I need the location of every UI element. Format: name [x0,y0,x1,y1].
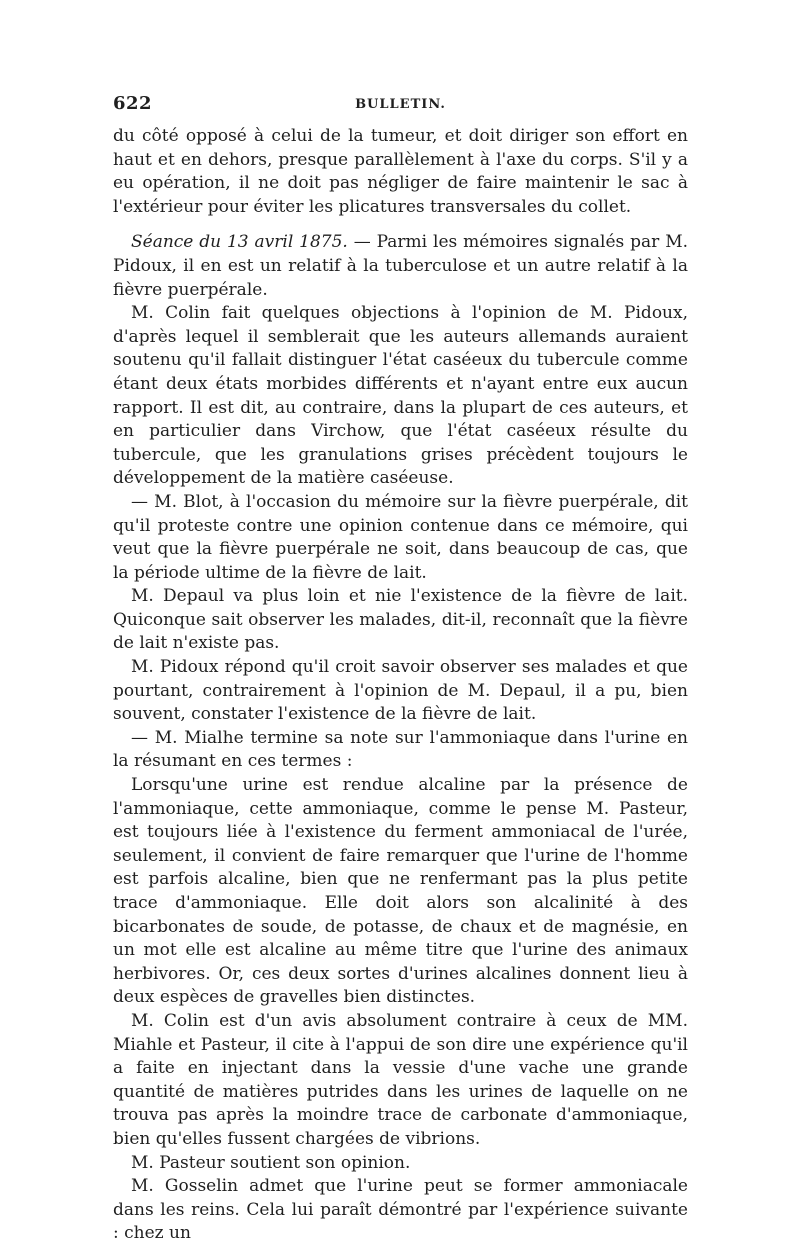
page-header [113,93,688,119]
paragraph-depaul: M. Depaul va plus loin et nie l'existence de la fièvre de lait. Quiconque sait observer les malades, dit-il, reconnaît que la fièvre de lait n'existe pas. [113,586,688,654]
document-page [113,93,688,1246]
paragraph-mialhe: — M. Mialhe termine sa note sur l'ammoniaque dans l'urine en la résumant en ces termes : [113,727,688,772]
session-dash: — [347,232,377,253]
running-title: BULLETIN. [355,97,446,112]
paragraph-colin-tuberculosis: M. Colin fait quelques objections à l'opinion de M. Pidoux, d'après lequel il semblerait que les auteurs allemands auraient soutenu qu'il fallait distinguer l'état caséeux du tubercule comme étant deux états morbides différents et n'ayant entre eux aucun rapport. Il est dit, au contraire, dans la plupart de ces auteurs, et en particulier dans Virchow, que l'état caséeux résulte du tubercule, que les granulations grises précèdent toujours le développement de la matière caséeuse. [113,303,688,489]
page-number: 622 [113,93,153,114]
session-opening-text: Parmi les mémoires signalés par M. Pidoux, il en est un relatif à la tuberculose et un autre relatif à la fièvre puerpérale. [113,232,689,300]
paragraph-urine-summary: Lorsqu'une urine est rendue alcaline par la présence de l'ammoniaque, cette ammoniaque, comme le pense M. Pasteur, est toujours liée à l'existence du ferment ammoniacal de l'urée, seulement, il convient de faire remarquer que l'urine de l'homme est parfois alcaline, bien que ne renfermant pas la plus petite trace d'ammoniaque. Elle doit alors son alcalinité à des bicarbonates de soude, de potasse, de chaux et de magnésie, en un mot elle est alcaline au même titre que l'urine des animaux herbivores. Or, ces deux sortes d'urines alcalines donnent lieu à deux espèces de gravelles bien distinctes. [113,775,688,1008]
paragraph-session-opening [113,231,688,302]
paragraph-pidoux-reply: M. Pidoux répond qu'il croit savoir observer ses malades et que pourtant, contrairement à l'opinion de M. Depaul, il a pu, bien souvent, constater l'existence de la fièvre de lait. [113,657,688,725]
session-date-label: Séance du 13 avril 1875. [131,232,348,253]
paragraph-blot: — M. Blot, à l'occasion du mémoire sur la fièvre puerpérale, dit qu'il proteste contre une opinion contenue dans ce mémoire, qui veut que la fièvre puerpérale ne soit, dans beaucoup de cas, que la période ultime de la fièvre de lait. [113,491,688,583]
body-text [113,125,688,1246]
paragraph-continuation: du côté opposé à celui de la tumeur, et doit diriger son effort en haut et en dehors, presque parallèlement à l'axe du corps. S'il y a eu opération, il ne doit pas négliger de faire maintenir le sac à l'extérieur pour éviter les plicatures transversales du collet. [113,126,688,217]
paragraph-pasteur: M. Pasteur soutient son opinion. [131,1152,411,1173]
paragraph-gosselin: M. Gosselin admet que l'urine peut se former ammoniacale dans les reins. Cela lui paraît démontré par l'expérience suivante : chez un [113,1176,688,1244]
paragraph-colin-urine: M. Colin est d'un avis absolument contraire à ceux de MM. Miahle et Pasteur, il cite à l'appui de son dire une expérience qu'il a faite en injectant dans la vessie d'une vache une grande quantité de matières putrides dans les urines de laquelle on ne trouva pas après la moindre trace de carbonate d'ammoniaque, bien qu'elles fussent chargées de vibrions. [113,1010,688,1149]
